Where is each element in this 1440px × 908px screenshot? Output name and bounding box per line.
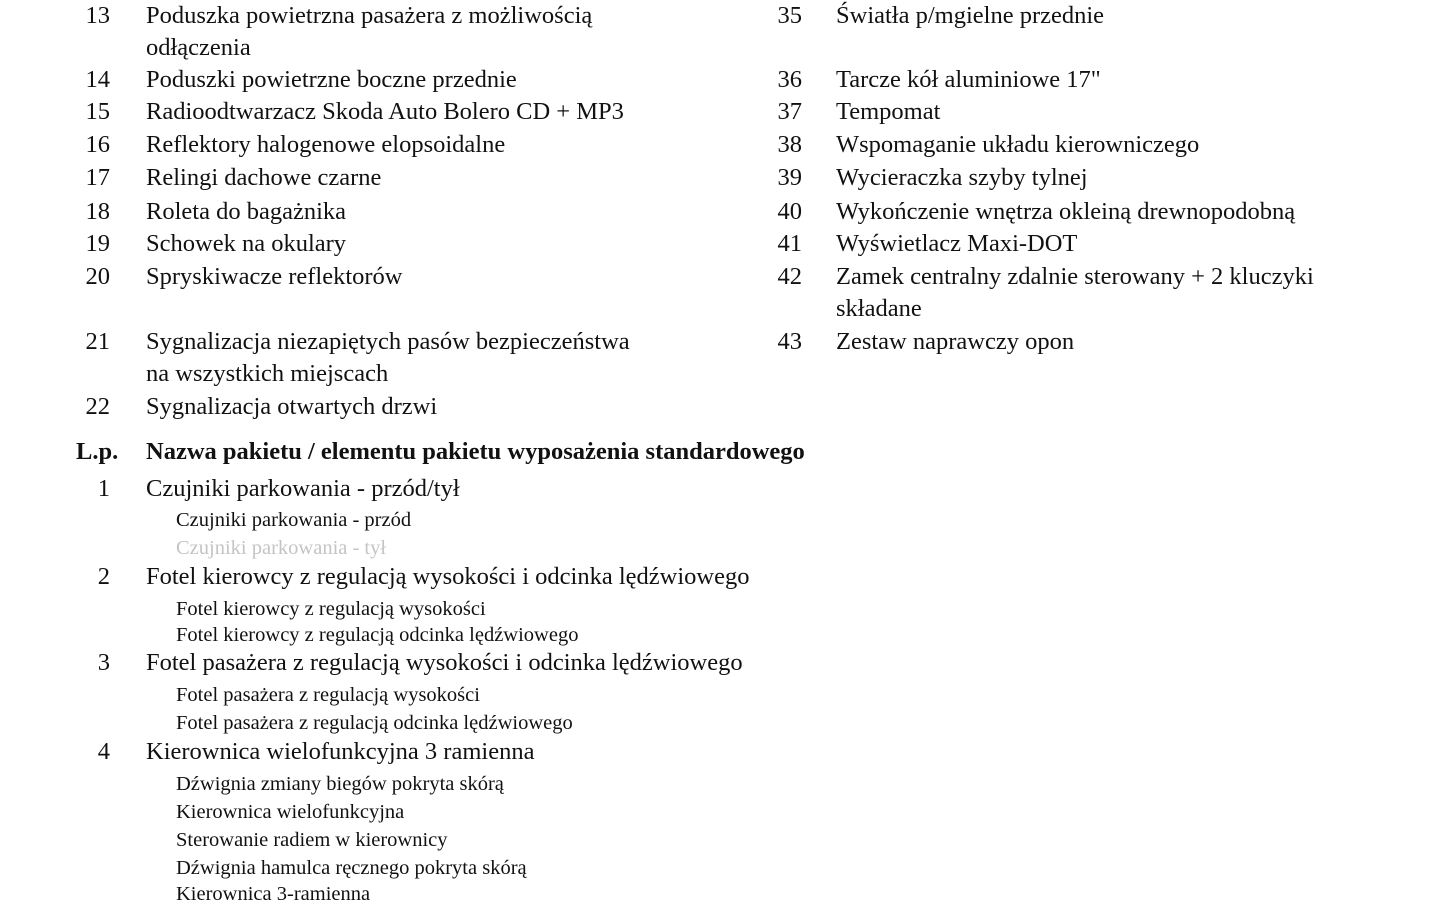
package-sub-item: Kierownica 3-ramienna xyxy=(176,883,371,905)
package-sub-item: Dźwignia hamulca ręcznego pokryta skórą xyxy=(176,857,527,879)
lp-column-header: L.p. xyxy=(76,438,119,465)
package-sub-item: Fotel pasażera z regulacją wysokości xyxy=(176,684,480,706)
document-page: 13 Poduszka powietrzna pasażera z możliwością odłączenia 14 Poduszki powietrzne boczne przednie 15 Radioodtwarzacz Skoda Auto Bolero CD + MP3 16 Reflektory halogenowe elopsoidalne 17 Relingi dachowe czarne 18 Roleta do bagażnika 19 Schowek na okulary 20 Spryskiwacze reflektorów 21 Sygnalizacja niezapiętych pasów bezpieczeństwa na wszystkich miejscach 22 Sygnalizacja otwartych drzwi 35 Światła p/mgielne przednie 36 Tarcze kół aluminiowe 17" 37 Tempomat 38 Wspomaganie układu kierowniczego 39 Wycieraczka szyby tylnej 40 Wykończenie wnętrza okleiną drewnopodobną 41 Wyświetlacz Maxi-DOT 42 Zamek centralny zdalnie sterowany + 2 kluczyki składane 43 Zestaw naprawczy opon L.p. Nazwa pakietu / elementu pakietu wyposażenia standardowego 1 Czujniki parkowania - przód/tył Czujniki parkowania - przód Czujniki parkowania - tył 2 Fotel kierowcy z regulacją wysokości i odcinka lędźwiowego Fotel kierowcy z regulacją wysokości Fotel kierowcy z regulacją odcinka lędźwiowego 3 Fotel pasażera z regulacją wysokości i odcinka lędźwiowego Fotel pasażera z regulacją wysokości Fotel pasażera z regulacją odcinka lędźwiowego 4 Kierownica wielofunkcyjna 3 ramienna Dźwignia zmiany biegów pokryta skórą Kierownica wielofunkcyjna Sterowanie radiem w kierownicy Dźwignia hamulca ręcznego pokryta skórą Kierownica 3-ramienna xyxy=(0,0,1440,899)
package-sub-item: Czujniki parkowania - tył xyxy=(176,537,387,559)
package-name-column-header: Nazwa pakietu / elementu pakietu wyposażenia standardowego xyxy=(146,438,805,465)
package-sub-item: Czujniki parkowania - przód xyxy=(176,509,412,531)
package-sub-item: Dźwignia zmiany biegów pokryta skórą xyxy=(176,773,504,795)
package-sub-item: Fotel kierowcy z regulacją wysokości xyxy=(176,598,486,620)
package-sub-item: Kierownica wielofunkcyjna xyxy=(176,801,405,823)
package-sub-item: Fotel pasażera z regulacją odcinka lędźwiowego xyxy=(176,712,573,734)
package-sub-item: Fotel kierowcy z regulacją odcinka lędźwiowego xyxy=(176,624,579,646)
package-sub-item: Sterowanie radiem w kierownicy xyxy=(176,829,448,851)
